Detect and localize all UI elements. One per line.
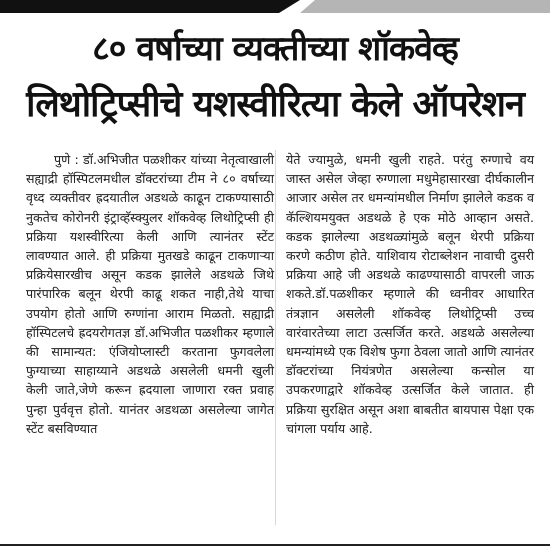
section-banner-dark-strip	[0, 0, 300, 13]
article-column-left	[26, 150, 274, 438]
section-banner-gray-strip	[300, 0, 550, 13]
section-banner	[0, 0, 550, 13]
article-column-right	[286, 150, 534, 438]
headline-line-2: लिथोट्रिप्सीचे यशस्वीरित्या केले ऑपरेशन	[26, 84, 524, 125]
bottom-rule	[0, 544, 550, 546]
column-divider	[275, 150, 276, 525]
article-text-left: पुणे : डॉ.अभिजीत पळशीकर यांच्या नेतृत्वाखाली सह्याद्री हॉस्पिटलमधील डॉक्टरांच्या टीम ने ८० वर्षाच्या वृध्द व्यक्तीवर ह्रदयातील अडथळे काढून टाकण्यासाठी नुकतेच कोरोनरी इंट्राव्हॅस्क्युलर शॉकवेव्ह लिथोट्रिप्सी ही प्रक्रिया यशस्वीरित्या केली आणि त्यानंतर स्टेंट लावण्यात आले. ही प्रक्रिया मुतखडे काढून टाकणार्‍या प्रक्रियेसारखीच असून कडक झालेले अडथळे जिथे पारंपारिक बलून थेरपी काढू शकत नाही,तेथे याचा उपयोग होतो आणि रुग्णांना आराम मिळतो. सह्याद्री हॉस्पिटलचे ह्रदयरोगतज्ञ डॉ.अभिजीत पळशीकर म्हणाले की सामान्यत: एंजियोप्लास्टी करताना फुगवलेला फुग्याच्या साहाय्याने अडथळे असलेली धमनी खुली केली जाते,जेणे करून ह्रदयाला जाणारा रक्त प्रवाह पुन्हा पुर्ववृत्त होतो. यानंतर अडथळा असलेल्या जागेत स्टेंट बसविण्यात	[26, 152, 274, 436]
article-text-right: येते ज्यामुळे, धमनी खुली राहते. परंतु रुग्णाचे वय जास्त असेल जेव्हा रुग्णाला मधुमेहासारखा दीर्घकालीन आजार असेल तर धमन्यांमधील निर्माण झालेले कडक व कॅल्शियमयुक्त अडथळे हे एक मोठे आव्हान असते. कडक झालेल्या अडथळ्यांमुळे बलून थेरपी प्रक्रिया करणे कठीण होते. याशिवाय रोटाब्लेशन नावाची दुसरी प्रक्रिया आहे जी अडथळे काढण्यासाठी वापरली जाऊ शकते.डॉ.पळशीकर म्हणाले की ध्वनीवर आधारित तंत्रज्ञान असलेली शॉकवेव्ह लिथोट्रिप्सी उच्च वारंवारतेच्या लाटा उत्सर्जित करते. अडथळे असलेल्या धमन्यांमध्ये एक विशेष फुगा ठेवला जातो आणि त्यानंतर डॉक्टरांच्या नियंत्रणेत असलेल्या कन्सोल या उपकरणाद्वारे शॉकवेव्ह उत्सर्जित केले जातात. ही प्रक्रिया सुरक्षित असून अशा बाबतीत बायपास पेक्षा एक चांगला पर्याय आहे.	[286, 152, 534, 436]
headline-line-1: ८० वर्षाच्या व्यक्तीच्या शॉकवेव्ह	[92, 29, 458, 69]
